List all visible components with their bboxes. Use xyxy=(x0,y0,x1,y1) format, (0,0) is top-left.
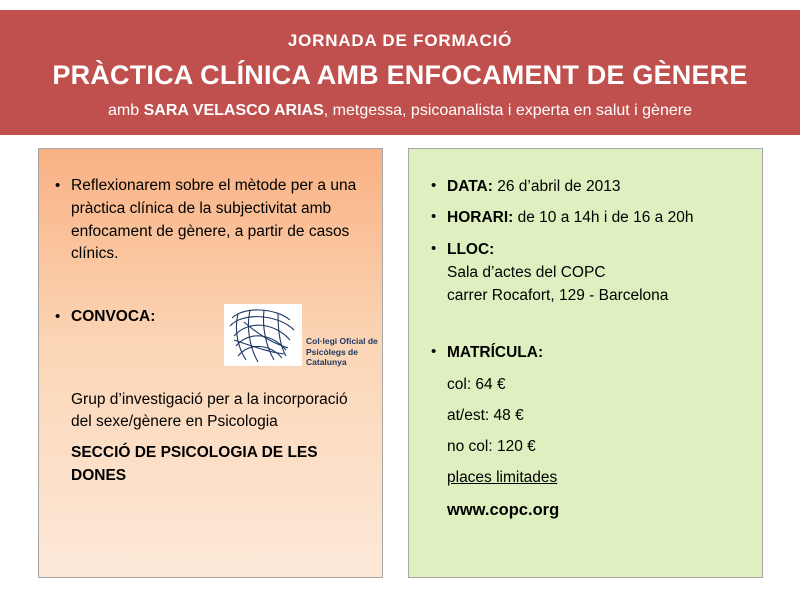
copc-logo-line2: Psicòlegs de Catalunya xyxy=(306,346,358,368)
data-label: DATA: xyxy=(447,178,493,195)
copc-logo-mark xyxy=(224,304,302,366)
horari-row xyxy=(447,206,748,229)
header-subtitle xyxy=(0,101,800,120)
header-speaker-name: SARA VELASCO ARIAS xyxy=(143,102,324,120)
left-panel xyxy=(38,148,383,578)
page-title: PRÀCTICA CLÍNICA AMB ENFOCAMENT DE GÈNERE xyxy=(52,59,748,90)
copc-url[interactable]: www.copc.org xyxy=(447,500,560,519)
data-row xyxy=(447,175,748,198)
list-item xyxy=(431,206,748,229)
convoca-body: Grup d’investigació per a la incorporació del sexe/gènere en Psicologia xyxy=(71,390,348,431)
header-subtitle-rest: , metgessa, psicoanalista i experta en salut i gènere xyxy=(323,102,692,120)
copc-logo-line1: Col·legi Oficial de xyxy=(306,336,378,346)
data-value: 26 d’abril de 2013 xyxy=(497,178,621,195)
header-eyebrow: JORNADA DE FORMACIÓ xyxy=(287,31,513,50)
lloc-label: LLOC: xyxy=(447,240,495,258)
horari-value: de 10 a 14h i de 16 a 20h xyxy=(517,209,694,227)
lloc-line-1: Sala d’actes del COPC xyxy=(447,263,606,281)
lloc-line-2: carrer Rocafort, 129 - Barcelona xyxy=(447,287,669,304)
poster-header xyxy=(0,10,800,135)
price-atest: at/est: 48 € xyxy=(447,406,524,424)
copc-logo xyxy=(224,304,392,384)
convoca-label: CONVOCA: xyxy=(71,308,156,326)
header-subtitle-prefix: amb xyxy=(108,102,144,120)
bullet-icon: • xyxy=(431,177,437,194)
matricula-label: MATRÍCULA: xyxy=(447,344,544,362)
horari-label: HORARI: xyxy=(447,209,514,227)
places-limitades: places limitades xyxy=(447,469,558,487)
price-col: col: 64 € xyxy=(447,375,506,393)
list-item xyxy=(431,341,748,364)
bullet-icon: • xyxy=(55,308,61,326)
bullet-icon: • xyxy=(431,239,437,257)
bullet-icon: • xyxy=(55,177,61,194)
bullet-icon: • xyxy=(431,343,437,361)
list-item xyxy=(55,175,362,266)
convoca-section: SECCIÓ DE PSICOLOGIA DE LES DONES xyxy=(71,444,318,484)
bullet-icon: • xyxy=(431,208,437,226)
list-item xyxy=(431,175,748,198)
copc-logo-text xyxy=(306,336,392,368)
price-nocol: no col: 120 € xyxy=(447,438,536,455)
left-item-1-text: Reflexionarem sobre el mètode per a una pràctica clínica de la subjectivitat amb enfocament de gènere, a partir de casos clínics. xyxy=(71,177,357,263)
right-panel xyxy=(408,148,763,578)
list-item xyxy=(431,238,748,261)
